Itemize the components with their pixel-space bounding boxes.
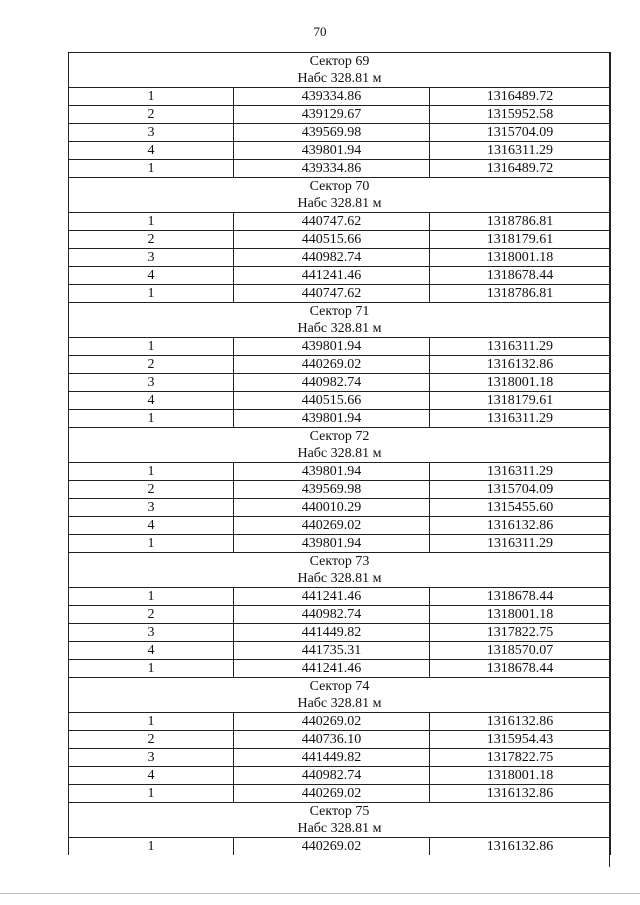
point-number: 4 (69, 267, 234, 285)
point-number: 3 (69, 374, 234, 392)
sector-elevation: Набс 328.81 м (297, 571, 382, 586)
coordinate-y: 1316311.29 (430, 463, 611, 481)
coordinate-x: 439129.67 (234, 106, 430, 124)
sector-header (69, 803, 611, 838)
coordinate-x: 440747.62 (234, 213, 430, 231)
coordinate-y: 1316311.29 (430, 535, 611, 553)
point-number: 4 (69, 642, 234, 660)
point-number: 1 (69, 838, 234, 856)
sector-header-row (69, 678, 611, 713)
coordinate-y: 1315455.60 (430, 499, 611, 517)
point-number: 1 (69, 785, 234, 803)
table-row (69, 374, 611, 392)
point-number: 3 (69, 624, 234, 642)
coordinate-x: 441241.46 (234, 660, 430, 678)
sector-header (69, 553, 611, 588)
coordinate-x: 440982.74 (234, 767, 430, 785)
table-row (69, 249, 611, 267)
point-number: 4 (69, 392, 234, 410)
point-number: 1 (69, 463, 234, 481)
point-number: 3 (69, 249, 234, 267)
sector-header-row (69, 178, 611, 213)
sector-header (69, 428, 611, 463)
coordinate-y: 1315704.09 (430, 124, 611, 142)
point-number: 3 (69, 749, 234, 767)
point-number: 1 (69, 660, 234, 678)
coordinate-x: 440269.02 (234, 785, 430, 803)
coordinate-x: 440515.66 (234, 392, 430, 410)
coordinate-y: 1316311.29 (430, 410, 611, 428)
table-row (69, 356, 611, 374)
table-row (69, 410, 611, 428)
point-number: 1 (69, 160, 234, 178)
coordinate-y: 1317822.75 (430, 624, 611, 642)
table-row (69, 481, 611, 499)
sector-header (69, 678, 611, 713)
point-number: 1 (69, 410, 234, 428)
sector-header-row (69, 303, 611, 338)
coordinate-x: 441449.82 (234, 624, 430, 642)
sector-header-row (69, 428, 611, 463)
table-row (69, 624, 611, 642)
table-row (69, 392, 611, 410)
coordinate-y: 1316489.72 (430, 160, 611, 178)
table-row (69, 463, 611, 481)
point-number: 4 (69, 142, 234, 160)
table-row (69, 767, 611, 785)
point-number: 1 (69, 285, 234, 303)
coordinate-y: 1318001.18 (430, 249, 611, 267)
coordinate-y: 1316132.86 (430, 713, 611, 731)
coordinate-y: 1316311.29 (430, 142, 611, 160)
point-number: 2 (69, 231, 234, 249)
coordinate-x: 441241.46 (234, 267, 430, 285)
coordinate-y: 1315704.09 (430, 481, 611, 499)
sector-name: Сектор 74 (309, 679, 370, 694)
coordinate-x: 440269.02 (234, 356, 430, 374)
coordinate-y: 1315952.58 (430, 106, 611, 124)
table-row (69, 88, 611, 106)
point-number: 1 (69, 88, 234, 106)
coordinate-x: 439569.98 (234, 481, 430, 499)
coordinate-x: 439334.86 (234, 88, 430, 106)
coordinate-x: 440982.74 (234, 606, 430, 624)
sector-name: Сектор 73 (309, 554, 370, 569)
coordinate-y: 1318570.07 (430, 642, 611, 660)
table-row (69, 124, 611, 142)
coordinate-x: 441449.82 (234, 749, 430, 767)
coordinate-y: 1316132.86 (430, 517, 611, 535)
table-row (69, 231, 611, 249)
table-row (69, 749, 611, 767)
point-number: 3 (69, 124, 234, 142)
table-right-border (609, 52, 610, 867)
coordinate-x: 439801.94 (234, 535, 430, 553)
coordinate-y: 1318678.44 (430, 660, 611, 678)
coordinate-x: 440269.02 (234, 713, 430, 731)
coordinate-x: 440515.66 (234, 231, 430, 249)
point-number: 2 (69, 481, 234, 499)
table-row (69, 517, 611, 535)
coordinate-x: 441241.46 (234, 588, 430, 606)
coordinate-y: 1316311.29 (430, 338, 611, 356)
sector-elevation: Набс 328.81 м (297, 196, 382, 211)
sector-elevation: Набс 328.81 м (297, 321, 382, 336)
point-number: 1 (69, 713, 234, 731)
point-number: 2 (69, 606, 234, 624)
coordinate-x: 439801.94 (234, 338, 430, 356)
sector-header-row (69, 553, 611, 588)
table-row (69, 535, 611, 553)
table-row (69, 660, 611, 678)
coordinate-x: 440269.02 (234, 517, 430, 535)
coordinate-x: 439569.98 (234, 124, 430, 142)
point-number: 4 (69, 767, 234, 785)
coordinate-y: 1316132.86 (430, 785, 611, 803)
coordinate-x: 439801.94 (234, 463, 430, 481)
coordinate-y: 1318001.18 (430, 767, 611, 785)
table-row (69, 588, 611, 606)
coordinate-y: 1318786.81 (430, 285, 611, 303)
coordinate-x: 440982.74 (234, 374, 430, 392)
table-row (69, 606, 611, 624)
coordinate-y: 1315954.43 (430, 731, 611, 749)
sector-name: Сектор 75 (309, 804, 370, 819)
table-row (69, 731, 611, 749)
table-row (69, 785, 611, 803)
sector-elevation: Набс 328.81 м (297, 696, 382, 711)
coordinate-x: 440269.02 (234, 838, 430, 856)
sector-name: Сектор 71 (309, 304, 370, 319)
point-number: 2 (69, 356, 234, 374)
coordinate-y: 1318001.18 (430, 374, 611, 392)
sector-elevation: Набс 328.81 м (297, 71, 382, 86)
table-row (69, 267, 611, 285)
table-row (69, 713, 611, 731)
sector-header (69, 303, 611, 338)
coordinate-x: 441735.31 (234, 642, 430, 660)
point-number: 1 (69, 535, 234, 553)
point-number: 3 (69, 499, 234, 517)
sector-name: Сектор 70 (309, 179, 370, 194)
point-number: 2 (69, 106, 234, 124)
coordinate-x: 440747.62 (234, 285, 430, 303)
table-row (69, 838, 611, 856)
sector-header-row (69, 53, 611, 88)
sector-header (69, 178, 611, 213)
table-row (69, 213, 611, 231)
point-number: 1 (69, 588, 234, 606)
point-number: 4 (69, 517, 234, 535)
table-row (69, 106, 611, 124)
coordinate-y: 1318179.61 (430, 231, 611, 249)
coordinate-x: 439334.86 (234, 160, 430, 178)
table-row (69, 285, 611, 303)
sector-name: Сектор 69 (309, 54, 370, 69)
table-row (69, 338, 611, 356)
table-row (69, 499, 611, 517)
point-number: 1 (69, 338, 234, 356)
coordinate-y: 1317822.75 (430, 749, 611, 767)
table-row (69, 142, 611, 160)
coordinate-y: 1316489.72 (430, 88, 611, 106)
sector-elevation: Набс 328.81 м (297, 821, 382, 836)
coordinate-x: 440010.29 (234, 499, 430, 517)
coordinate-y: 1318678.44 (430, 267, 611, 285)
page-bottom-edge (0, 893, 640, 894)
coordinate-y: 1316132.86 (430, 838, 611, 856)
sector-elevation: Набс 328.81 м (297, 446, 382, 461)
point-number: 2 (69, 731, 234, 749)
page-number: 70 (313, 24, 327, 39)
coordinate-x: 440982.74 (234, 249, 430, 267)
coordinates-table (68, 52, 611, 855)
coordinate-x: 439801.94 (234, 410, 430, 428)
table-row (69, 160, 611, 178)
sector-header-row (69, 803, 611, 838)
coordinate-x: 440736.10 (234, 731, 430, 749)
coordinate-y: 1318179.61 (430, 392, 611, 410)
coordinate-y: 1318678.44 (430, 588, 611, 606)
sector-header (69, 53, 611, 88)
coordinate-y: 1316132.86 (430, 356, 611, 374)
point-number: 1 (69, 213, 234, 231)
table-row (69, 642, 611, 660)
coordinate-x: 439801.94 (234, 142, 430, 160)
coordinate-y: 1318001.18 (430, 606, 611, 624)
sector-name: Сектор 72 (309, 429, 370, 444)
coordinate-y: 1318786.81 (430, 213, 611, 231)
